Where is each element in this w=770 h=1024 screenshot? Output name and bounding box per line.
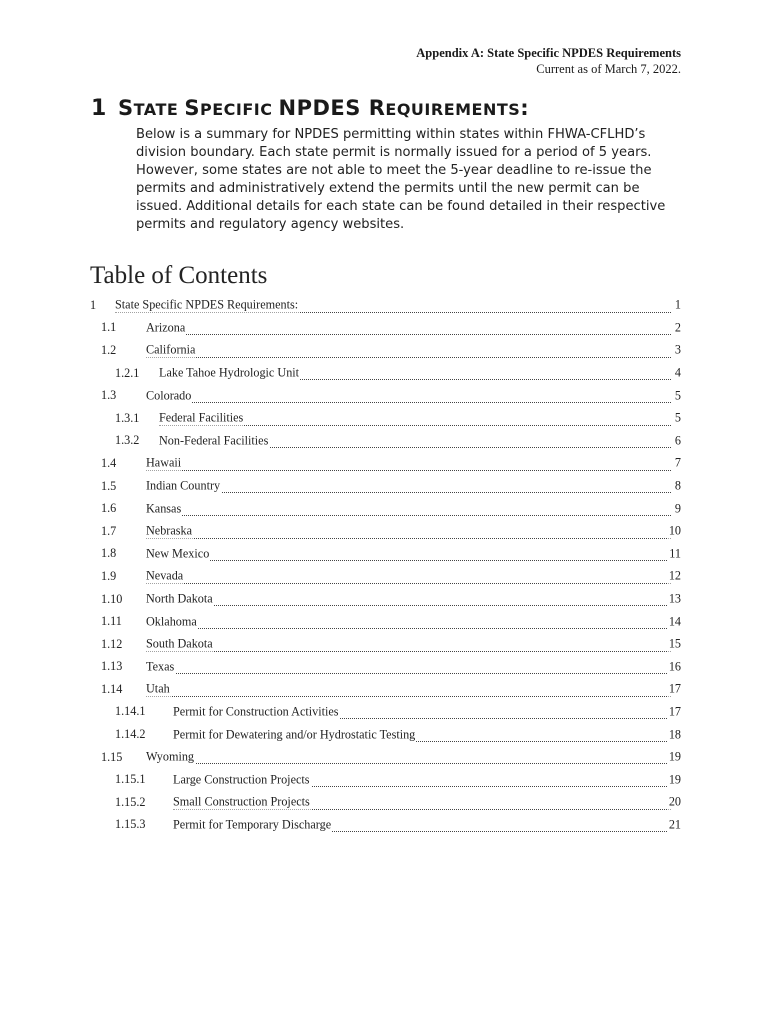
toc-leader-dots [146,673,671,674]
toc-entry[interactable] [90,294,681,317]
toc-leader-dots [146,357,671,358]
toc-entry-page: 5 [674,410,681,425]
toc-entry-label[interactable]: Utah [146,681,170,696]
toc-entry[interactable] [90,678,681,701]
toc-entry-number: 1.6 [101,501,117,516]
toc-entry-line [146,452,681,475]
toc-entry-page: 8 [674,478,681,493]
toc-entry-number: 1.15.3 [115,817,146,832]
toc-entry[interactable] [90,520,681,543]
section-heading [91,96,529,121]
toc-entry-line [146,633,681,656]
intro-paragraph: Below is a summary for NPDES permitting within states within FHWA-CFLHD’s division boundary. Each state permit is normally issued for a period of 5 years. However, some states are not able to meet the 5-year deadline to re-issue the permits and administratively extend the permits until the new permit can be issued. Additional details for each state can be found detailed in their respective permits and regulatory agency websites. [136,127,666,232]
toc-leader-dots [146,696,671,697]
toc-entry-page: 9 [674,501,681,516]
toc-entry-label[interactable]: Oklahoma [146,614,197,629]
toc-entry-page: 11 [669,546,681,561]
toc-entry-label[interactable]: Wyoming [146,749,195,764]
toc-entry-label[interactable]: Nebraska [146,523,193,538]
toc-entry[interactable] [90,610,681,633]
toc-entry-label[interactable]: Small Construction Projects [173,794,310,809]
toc-entry-label[interactable]: Large Construction Projects [173,772,310,787]
toc-leader-dots [146,470,671,471]
toc-entry-line [173,723,681,746]
toc-entry-number: 1.7 [101,523,117,538]
toc-entry-page: 3 [674,342,681,357]
page-header [416,46,681,77]
toc-entry-label[interactable]: Lake Tahoe Hydrologic Unit [159,365,300,380]
toc-entry-number: 1.1 [101,320,117,335]
heading-part: TATE [133,100,185,119]
toc-leader-dots [146,628,671,629]
toc-entry-label[interactable]: South Dakota [146,636,213,651]
toc-entry-page: 19 [668,749,681,764]
toc-entry-label[interactable]: Permit for Dewatering and/or Hydrostatic Testing [173,727,416,742]
toc-entry-label[interactable]: Federal Facilities [159,410,244,425]
toc-entry-number: 1.12 [101,636,123,651]
toc-leader-dots [146,583,671,584]
toc-entry-page: 12 [668,568,681,583]
toc-entry-label[interactable]: Non-Federal Facilities [159,433,269,448]
toc-leader-dots [146,605,671,606]
toc-entry-line [173,701,681,724]
toc-entry-page: 15 [668,636,681,651]
toc-entry-line [146,520,681,543]
toc-leader-dots [146,402,671,403]
toc-entry-page: 1 [674,297,681,312]
toc-entry[interactable] [90,768,681,791]
heading-part: S [118,96,134,120]
table-of-contents [90,294,681,836]
toc-entry-number: 1.9 [101,568,117,583]
toc-entry-number: 1.15.2 [115,794,146,809]
toc-entry[interactable] [90,791,681,814]
toc-entry-page: 20 [668,794,681,809]
toc-entry-line [159,362,681,385]
toc-entry-page: 18 [668,727,681,742]
toc-entry-page: 14 [668,614,681,629]
toc-entry-label[interactable]: Arizona [146,320,186,335]
toc-entry[interactable] [90,497,681,520]
toc-entry-line [173,814,681,837]
toc-entry-number: 1.13 [101,659,123,674]
toc-entry-number: 1.3.2 [115,433,140,448]
toc-leader-dots [146,492,671,493]
toc-entry[interactable] [90,746,681,769]
toc-leader-dots [146,538,671,539]
toc-entry-number: 1.11 [101,614,122,629]
toc-entry-number: 1.5 [101,478,117,493]
toc-entry-page: 17 [668,681,681,696]
toc-entry[interactable] [90,452,681,475]
toc-entry-line [146,543,681,566]
toc-entry-number: 1.3.1 [115,410,140,425]
toc-entry[interactable] [90,701,681,724]
header-title: Appendix A: State Specific NPDES Requirements [416,46,681,60]
toc-entry-page: 19 [668,772,681,787]
toc-entry-number: 1.14 [101,681,123,696]
toc-entry-page: 21 [668,817,681,832]
toc-entry-line [146,588,681,611]
toc-entry-label[interactable]: New Mexico [146,546,210,561]
toc-entry-page: 17 [668,704,681,719]
heading-part: R [368,96,386,120]
toc-entry-page: 13 [668,591,681,606]
toc-entry-label[interactable]: Hawaii [146,455,182,470]
toc-entry[interactable] [90,565,681,588]
heading-part: : [520,96,530,120]
section-number: 1 [91,96,107,121]
toc-leader-dots [146,560,671,561]
toc-entry[interactable] [90,656,681,679]
toc-entry-number: 1.15.1 [115,772,146,787]
toc-entry-label[interactable]: Permit for Temporary Discharge [173,817,332,832]
heading-part: EQUIREMENTS [385,100,521,119]
heading-part: NPDES [278,96,369,120]
toc-entry-line [146,384,681,407]
toc-entry-page: 7 [674,455,681,470]
heading-part: S [184,96,200,120]
toc-entry[interactable] [90,384,681,407]
toc-entry-label[interactable]: Indian Country [146,478,221,493]
toc-entry-label[interactable]: California [146,342,196,357]
toc-entry-line [159,430,681,453]
toc-entry[interactable] [90,588,681,611]
toc-leader-dots [146,334,671,335]
toc-entry-label[interactable]: Texas [146,659,175,674]
toc-entry-line [146,497,681,520]
toc-entry-number: 1.4 [101,455,117,470]
toc-entry-label[interactable]: Kansas [146,501,182,516]
toc-entry-label[interactable]: Colorado [146,388,192,403]
toc-entry[interactable] [90,814,681,837]
heading-part: PECIFIC [199,100,279,119]
toc-entry-number: 1.14.1 [115,704,146,719]
toc-entry-line [146,475,681,498]
toc-entry-number: 1.14.2 [115,727,146,742]
toc-entry-line [173,791,681,814]
toc-entry-line [173,768,681,791]
toc-entry-page: 6 [674,433,681,448]
toc-entry-page: 4 [674,365,681,380]
toc-entry[interactable] [90,339,681,362]
toc-entry[interactable] [90,430,681,453]
toc-entry-line [146,746,681,769]
toc-entry-page: 5 [674,388,681,403]
toc-entry-page: 16 [668,659,681,674]
toc-entry-line [146,656,681,679]
toc-entry[interactable] [90,543,681,566]
toc-leader-dots [146,763,671,764]
toc-entry-label[interactable]: Permit for Construction Activities [173,704,339,719]
toc-entry-line [146,565,681,588]
toc-entry-line [146,678,681,701]
toc-entry-label[interactable]: North Dakota [146,591,213,606]
toc-entry-line [146,339,681,362]
toc-entry-number: 1.15 [101,749,123,764]
toc-entry-number: 1 [90,297,97,312]
toc-title: Table of Contents [90,262,268,289]
toc-entry-line [159,407,681,430]
toc-entry[interactable] [90,475,681,498]
toc-entry[interactable] [90,633,681,656]
toc-entry[interactable] [90,723,681,746]
toc-entry-page: 10 [668,523,681,538]
toc-entry-number: 1.2 [101,342,117,357]
toc-entry[interactable] [90,362,681,385]
toc-entry-number: 1.8 [101,546,117,561]
toc-entry-line [115,294,681,317]
toc-entry-number: 1.3 [101,388,117,403]
toc-entry-page: 2 [674,320,681,335]
toc-entry-number: 1.10 [101,591,123,606]
toc-entry-line [146,317,681,340]
toc-entry-number: 1.2.1 [115,365,140,380]
toc-entry-label[interactable]: Nevada [146,568,184,583]
toc-entry-line [146,610,681,633]
toc-leader-dots [146,515,671,516]
header-date: Current as of March 7, 2022. [536,61,681,76]
toc-entry[interactable] [90,317,681,340]
toc-leader-dots [146,651,671,652]
toc-entry-label[interactable]: State Specific NPDES Requirements: [115,297,299,312]
toc-entry[interactable] [90,407,681,430]
